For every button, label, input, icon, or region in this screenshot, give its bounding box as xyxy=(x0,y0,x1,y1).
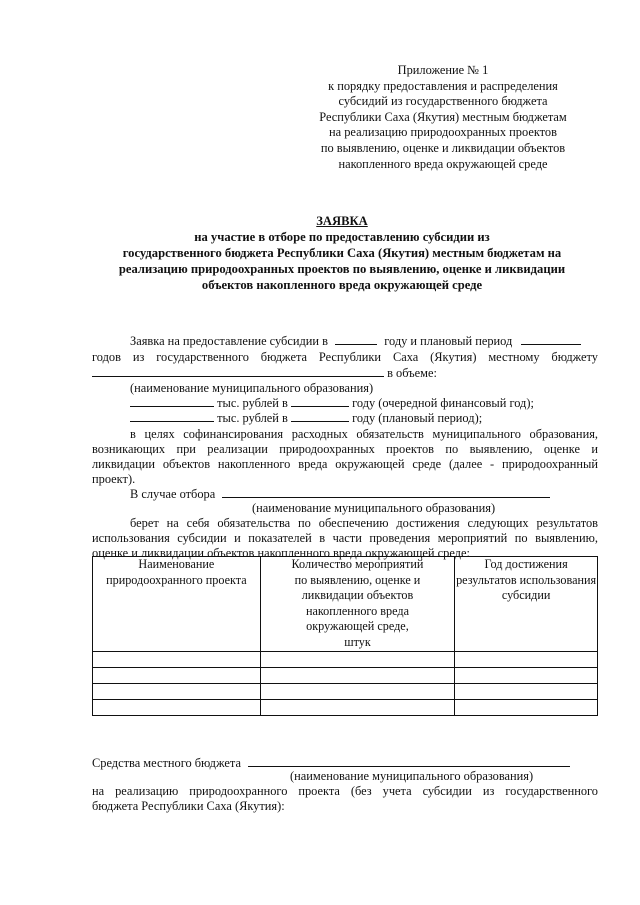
obligation-line: берет на себя обязательства по обеспечению достижения следующих результатов xyxy=(130,516,598,530)
obligation-line: использования субсидии и показателей в части проведения мероприятий по выявлению, xyxy=(92,531,598,545)
appendix-line: накопленного вреда окружающей среде xyxy=(338,156,548,171)
table-row xyxy=(93,651,598,667)
municipality-blank[interactable] xyxy=(92,365,384,377)
table-row xyxy=(93,667,598,683)
amount-line-1: тыс. рублей в году (очередной финансовый год); xyxy=(130,395,534,411)
selection-municipality-blank[interactable] xyxy=(222,486,550,498)
purpose-line: ликвидации объектов накопленного вреда окружающей среде (далее - природоохранный xyxy=(92,457,598,471)
appendix-header xyxy=(318,63,568,172)
title-heading: ЗАЯВКА xyxy=(316,214,368,228)
table-row xyxy=(93,699,598,715)
results-table xyxy=(92,556,598,716)
appendix-line: Республики Саха (Якутия) местным бюджетам xyxy=(319,109,567,124)
title-line: на участие в отборе по предоставлению субсидии из xyxy=(194,230,490,244)
table-header-row xyxy=(93,557,598,652)
planning-period-blank[interactable] xyxy=(521,333,581,345)
local-budget-municipality-blank[interactable] xyxy=(248,755,570,767)
title-line: объектов накопленного вреда окружающей среде xyxy=(201,278,483,292)
amount-year-blank-1[interactable] xyxy=(291,395,349,407)
local-budget-purpose-line: на реализацию природоохранного проекта (без учета субсидии из государственного xyxy=(92,784,598,798)
column-header-project: Наименование природоохранного проекта xyxy=(93,557,261,652)
amount-line-2: тыс. рублей в году (плановый период); xyxy=(130,410,482,426)
appendix-line: по выявлению, оценке и ликвидации объектов xyxy=(320,140,566,155)
local-budget-note: (наименование муниципального образования) xyxy=(290,769,534,783)
municipality-note: (наименование муниципального образования) xyxy=(130,381,374,395)
local-budget-line: Средства местного бюджета xyxy=(92,755,570,771)
request-line-1: Заявка на предоставление субсидии в году и плановый период xyxy=(130,333,598,349)
local-budget-purpose-line: бюджета Республики Саха (Якутия): xyxy=(92,799,285,813)
appendix-line: на реализацию природоохранных проектов xyxy=(329,125,557,140)
selection-line: В случае отбора xyxy=(130,486,598,502)
request-line-3: в объеме: xyxy=(92,365,598,381)
year-blank[interactable] xyxy=(335,333,377,345)
amount-year-blank-2[interactable] xyxy=(291,410,349,422)
purpose-line: в целях софинансирования расходных обязательств муниципального образования, xyxy=(130,427,598,441)
appendix-line: субсидий из государственного бюджета xyxy=(338,94,548,109)
column-header-year: Год достижения результатов использования субсидии xyxy=(455,557,598,652)
amount-blank-2[interactable] xyxy=(130,410,214,422)
document-title xyxy=(92,213,592,293)
purpose-line: проект). xyxy=(92,472,136,486)
title-line: государственного бюджета Республики Саха (Якутия) местным бюджетам на xyxy=(122,246,562,260)
appendix-line: к порядку предоставления и распределения xyxy=(328,78,558,93)
request-line-2: годов из государственного бюджета Республики Саха (Якутия) местному бюджету xyxy=(92,350,598,364)
purpose-line: возникающих при реализации природоохранных проектов по выявлению, оценке и xyxy=(92,442,598,456)
table-row xyxy=(93,683,598,699)
appendix-line: Приложение № 1 xyxy=(397,63,489,77)
column-header-activities: Количество мероприятий по выявлению, оценке и ликвидации объектов накопленного вреда окружающей среде, штук xyxy=(260,557,455,652)
selection-note: (наименование муниципального образования) xyxy=(252,501,496,515)
obligation-line: оценке и ликвидации объектов накопленного вреда окружающей среде: xyxy=(92,546,470,560)
title-line: реализацию природоохранных проектов по выявлению, оценке и ликвидации xyxy=(118,262,566,276)
amount-blank-1[interactable] xyxy=(130,395,214,407)
